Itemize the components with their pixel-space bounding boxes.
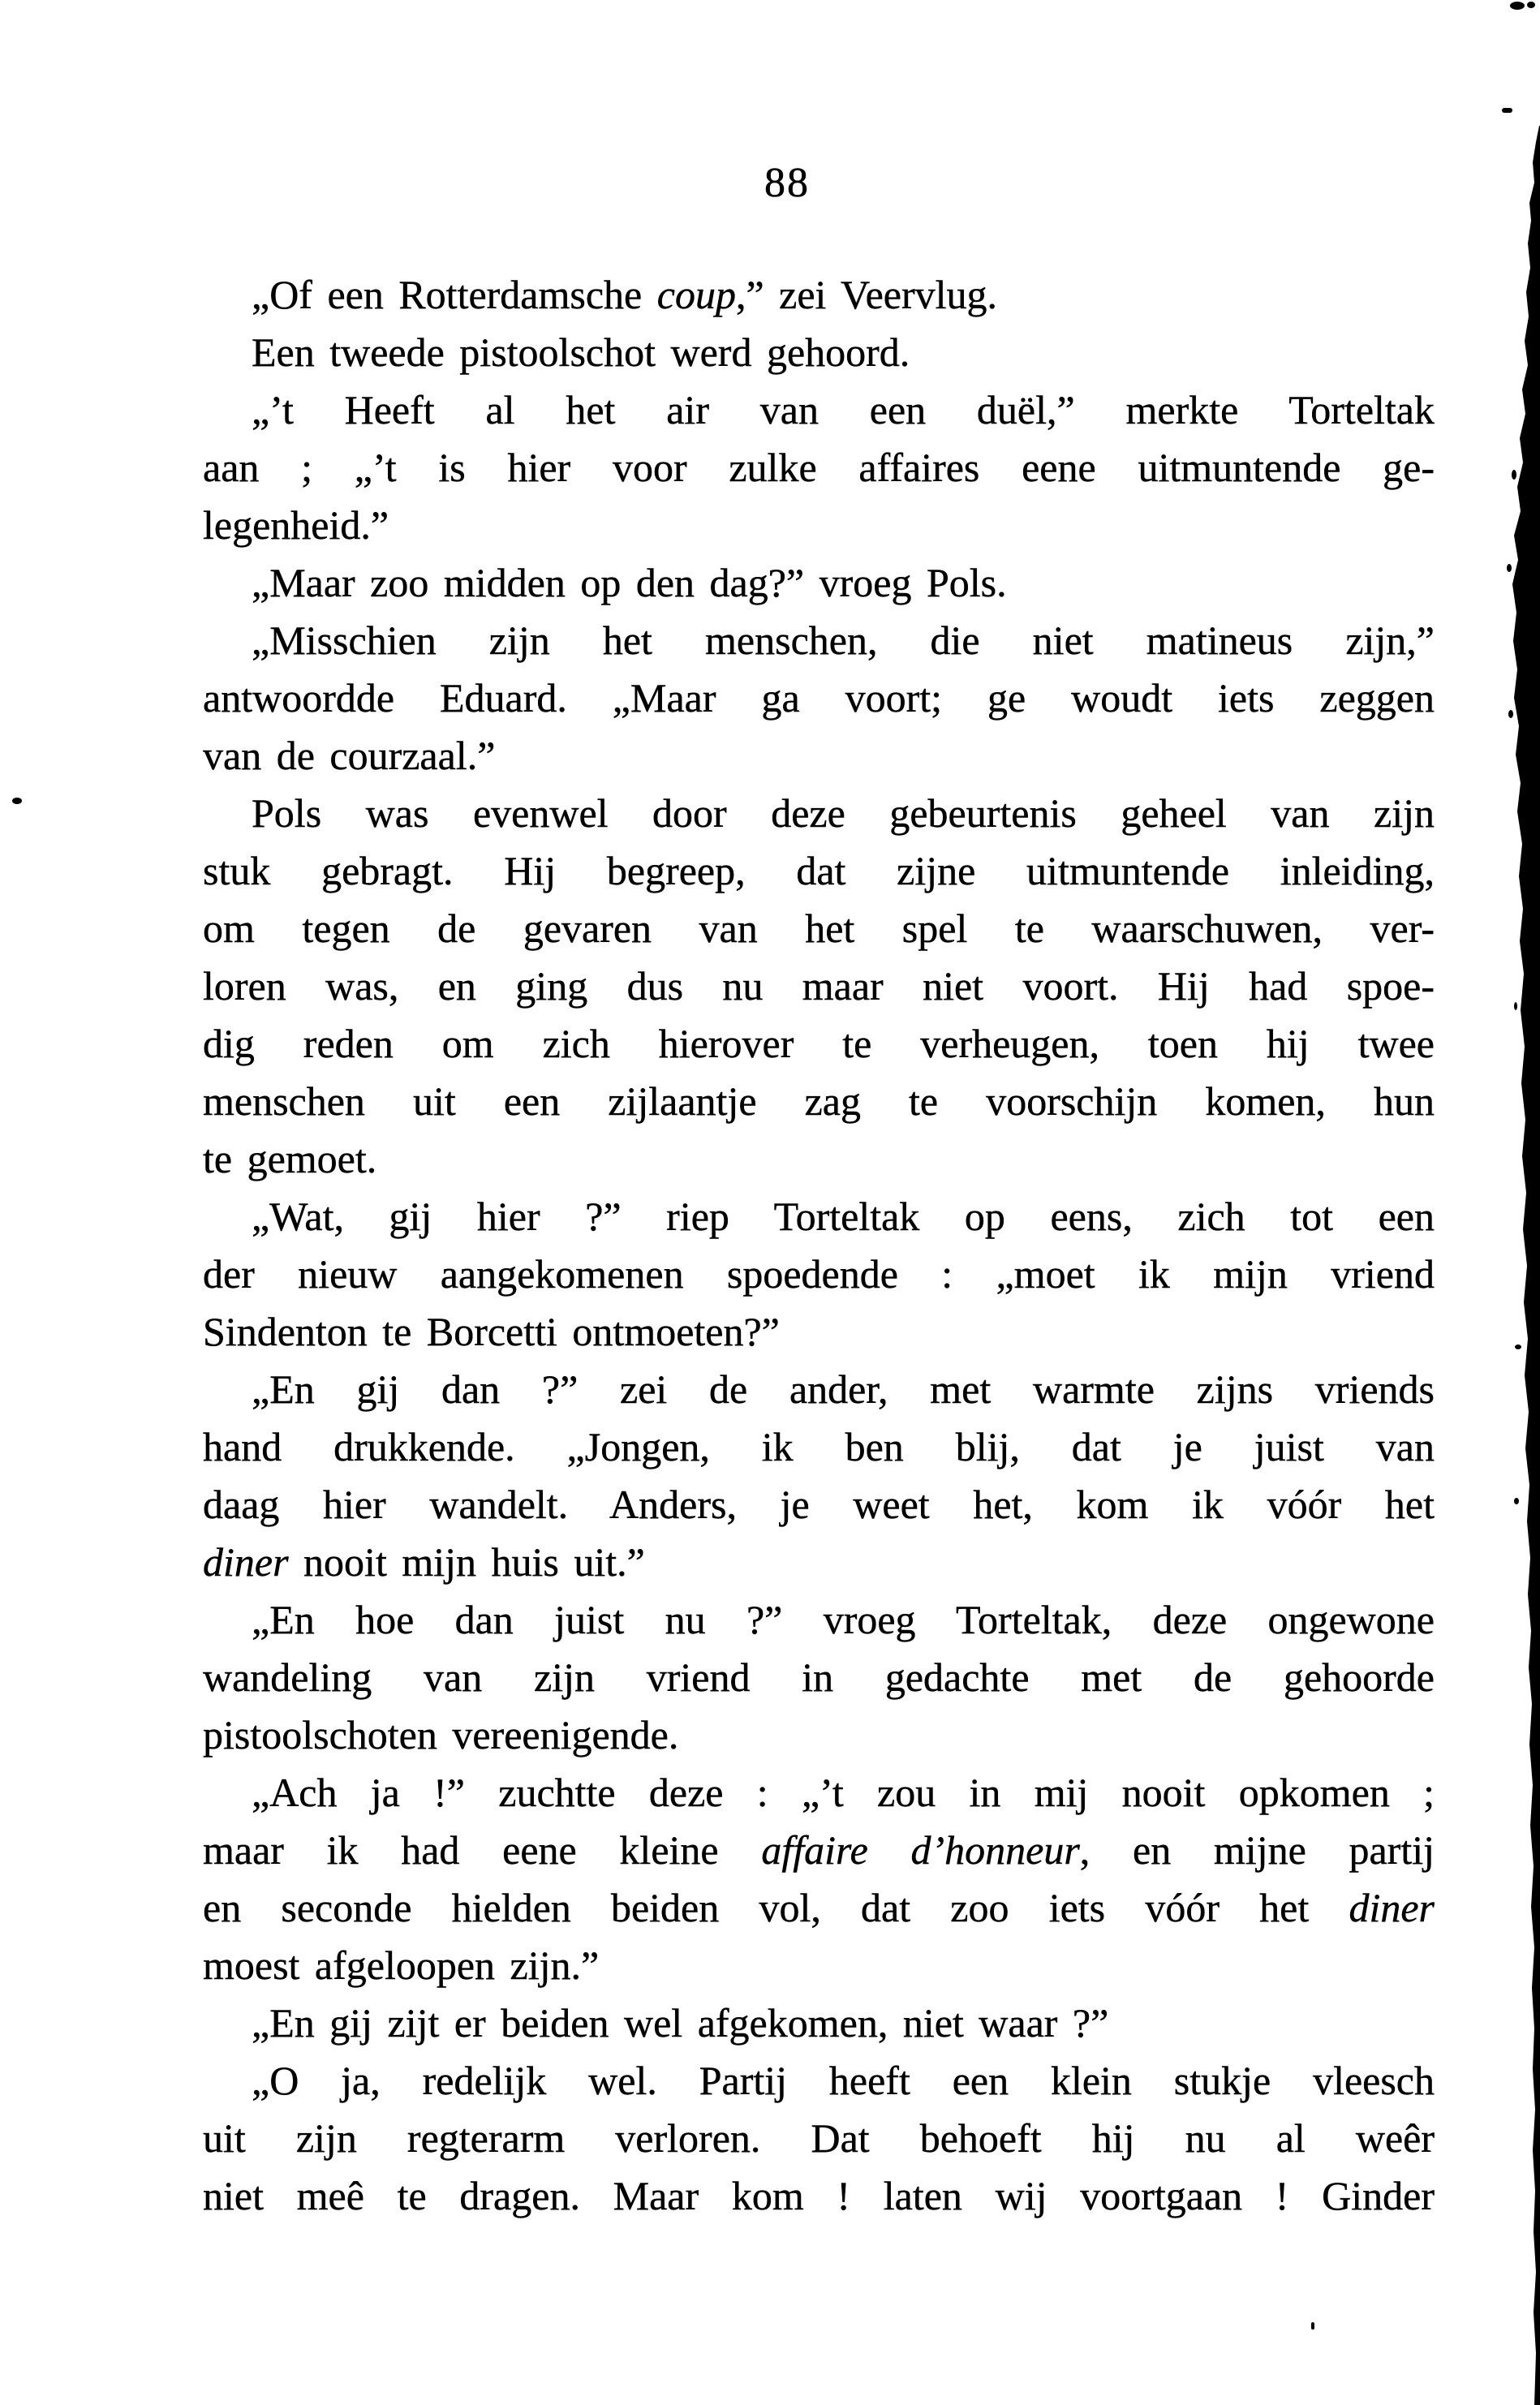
- text-segment: menschen uit een zijlaantje zag te voorschijn komen, hun: [203, 1078, 1435, 1124]
- italic-text-segment: diner: [1349, 1885, 1435, 1930]
- text-segment: nooit mijn huis uit.”: [288, 1539, 645, 1585]
- text-line: [203, 1246, 1435, 1303]
- text-segment: antwoordde Eduard. „Maar ga voort; ge woudt iets zeggen: [203, 675, 1435, 721]
- text-segment: ,” zei Veervlug.: [735, 272, 998, 317]
- scan-speck: [1515, 1344, 1521, 1349]
- text-segment: „En gij dan ?” zei de ander, met warmte zijns vriends: [252, 1366, 1435, 1412]
- text-line: [203, 785, 1435, 842]
- text-line: [203, 1822, 1435, 1879]
- text-line: [203, 1130, 1435, 1188]
- text-line: [203, 1073, 1435, 1130]
- text-line: [203, 1706, 1435, 1764]
- text-line: [203, 1649, 1435, 1706]
- text-segment: „O ja, redelijk wel. Partij heeft een klein stukje vleesch: [252, 2058, 1435, 2103]
- text-segment: te gemoet.: [203, 1136, 377, 1181]
- text-segment: „En hoe dan juist nu ?” vroeg Torteltak, deze ongewone: [252, 1597, 1435, 1642]
- text-line: [203, 497, 1435, 554]
- text-segment: „’t Heeft al het air van een duël,” merkte Torteltak: [252, 387, 1435, 432]
- text-segment: moest afgeloopen zijn.”: [203, 1942, 600, 1988]
- text-segment: „Of een Rotterdamsche: [252, 272, 657, 317]
- scan-speck: [1514, 1002, 1517, 1010]
- text-line: [203, 1994, 1435, 2052]
- page-text: [203, 266, 1435, 2225]
- text-segment: daag hier wandelt. Anders, je weet het, kom ik vóór het: [203, 1482, 1435, 1527]
- text-segment: , en mijne partij: [1079, 1827, 1435, 1873]
- text-line: [203, 669, 1435, 727]
- text-segment: „Ach ja !” zuchtte deze : „’t zou in mij nooit opkomen ;: [252, 1770, 1435, 1815]
- scan-edge-artifact: [1512, 126, 1540, 2405]
- scan-speck: [1527, 2, 1535, 8]
- text-line: [203, 1418, 1435, 1476]
- text-segment: om tegen de gevaren van het spel te waarschuwen, ver-: [203, 906, 1435, 951]
- text-segment: dig reden om zich hierover te verheugen, toen hij twee: [203, 1021, 1435, 1066]
- scan-speck: [1508, 710, 1513, 718]
- page-number: 88: [764, 160, 810, 206]
- italic-text-segment: diner: [203, 1539, 289, 1585]
- text-line: [203, 1937, 1435, 1994]
- text-line: [203, 439, 1435, 497]
- text-segment: pistoolschoten vereenigende.: [203, 1712, 679, 1758]
- scan-dash: [1502, 108, 1512, 113]
- italic-text-segment: affaire d’honneur: [761, 1827, 1080, 1873]
- text-line: [203, 1534, 1435, 1591]
- text-segment: „Maar zoo midden op den dag?” vroeg Pols.: [252, 560, 1007, 605]
- ink-dot: [12, 798, 22, 804]
- text-segment: niet meê te dragen. Maar kom ! laten wij voortgaan ! Ginder: [203, 2173, 1435, 2218]
- text-line: [203, 266, 1435, 324]
- text-segment: stuk gebragt. Hij begreep, dat zijne uitmuntende inleiding,: [203, 848, 1435, 893]
- text-line: [203, 900, 1435, 957]
- text-line: [203, 957, 1435, 1015]
- text-segment: „En gij zijt er beiden wel afgekomen, niet waar ?”: [252, 2000, 1109, 2046]
- text-line: [203, 612, 1435, 669]
- text-segment: „Wat, gij hier ?” riep Torteltak op eens, zich tot een: [252, 1194, 1435, 1239]
- scan-speck: [1507, 564, 1512, 572]
- text-line: [203, 1591, 1435, 1649]
- text-segment: „Misschien zijn het menschen, die niet matineus zijn,”: [252, 617, 1435, 663]
- scan-speck: [1510, 2, 1525, 10]
- text-line: [203, 1361, 1435, 1418]
- text-line: [203, 1303, 1435, 1361]
- text-line: [203, 2052, 1435, 2110]
- text-segment: Sindenton te Borcetti ontmoeten?”: [203, 1309, 780, 1354]
- text-line: [203, 842, 1435, 900]
- text-segment: Een tweede pistoolschot werd gehoord.: [252, 329, 910, 375]
- text-segment: wandeling van zijn vriend in gedachte met de gehoorde: [203, 1654, 1435, 1700]
- text-segment: uit zijn regterarm verloren. Dat behoeft hij nu al weêr: [203, 2115, 1435, 2161]
- text-line: [203, 324, 1435, 381]
- scan-speck: [1514, 1498, 1519, 1504]
- text-line: [203, 1764, 1435, 1822]
- text-line: [203, 1476, 1435, 1534]
- text-line: [203, 2110, 1435, 2167]
- text-line: [203, 1879, 1435, 1937]
- text-segment: en seconde hielden beiden vol, dat zoo iets vóór het: [203, 1885, 1349, 1930]
- text-line: [203, 554, 1435, 612]
- text-segment: loren was, en ging dus nu maar niet voort. Hij had spoe-: [203, 963, 1435, 1009]
- text-line: [203, 1015, 1435, 1073]
- scan-speck: [1311, 2322, 1314, 2330]
- text-segment: maar ik had eene kleine: [203, 1827, 762, 1873]
- text-line: [203, 381, 1435, 439]
- text-segment: Pols was evenwel door deze gebeurtenis geheel van zijn: [252, 790, 1435, 836]
- text-segment: der nieuw aangekomenen spoedende : „moet ik mijn vriend: [203, 1251, 1435, 1297]
- text-line: [203, 727, 1435, 785]
- text-segment: aan ; „’t is hier voor zulke affaires eene uitmuntende ge-: [203, 445, 1435, 490]
- text-segment: van de courzaal.”: [203, 733, 496, 778]
- text-line: [203, 1188, 1435, 1246]
- italic-text-segment: coup: [656, 272, 736, 317]
- scan-speck: [1512, 470, 1516, 480]
- text-segment: legenheid.”: [203, 502, 389, 548]
- text-segment: hand drukkende. „Jongen, ik ben blij, dat je juist van: [203, 1424, 1435, 1469]
- text-line: [203, 2167, 1435, 2225]
